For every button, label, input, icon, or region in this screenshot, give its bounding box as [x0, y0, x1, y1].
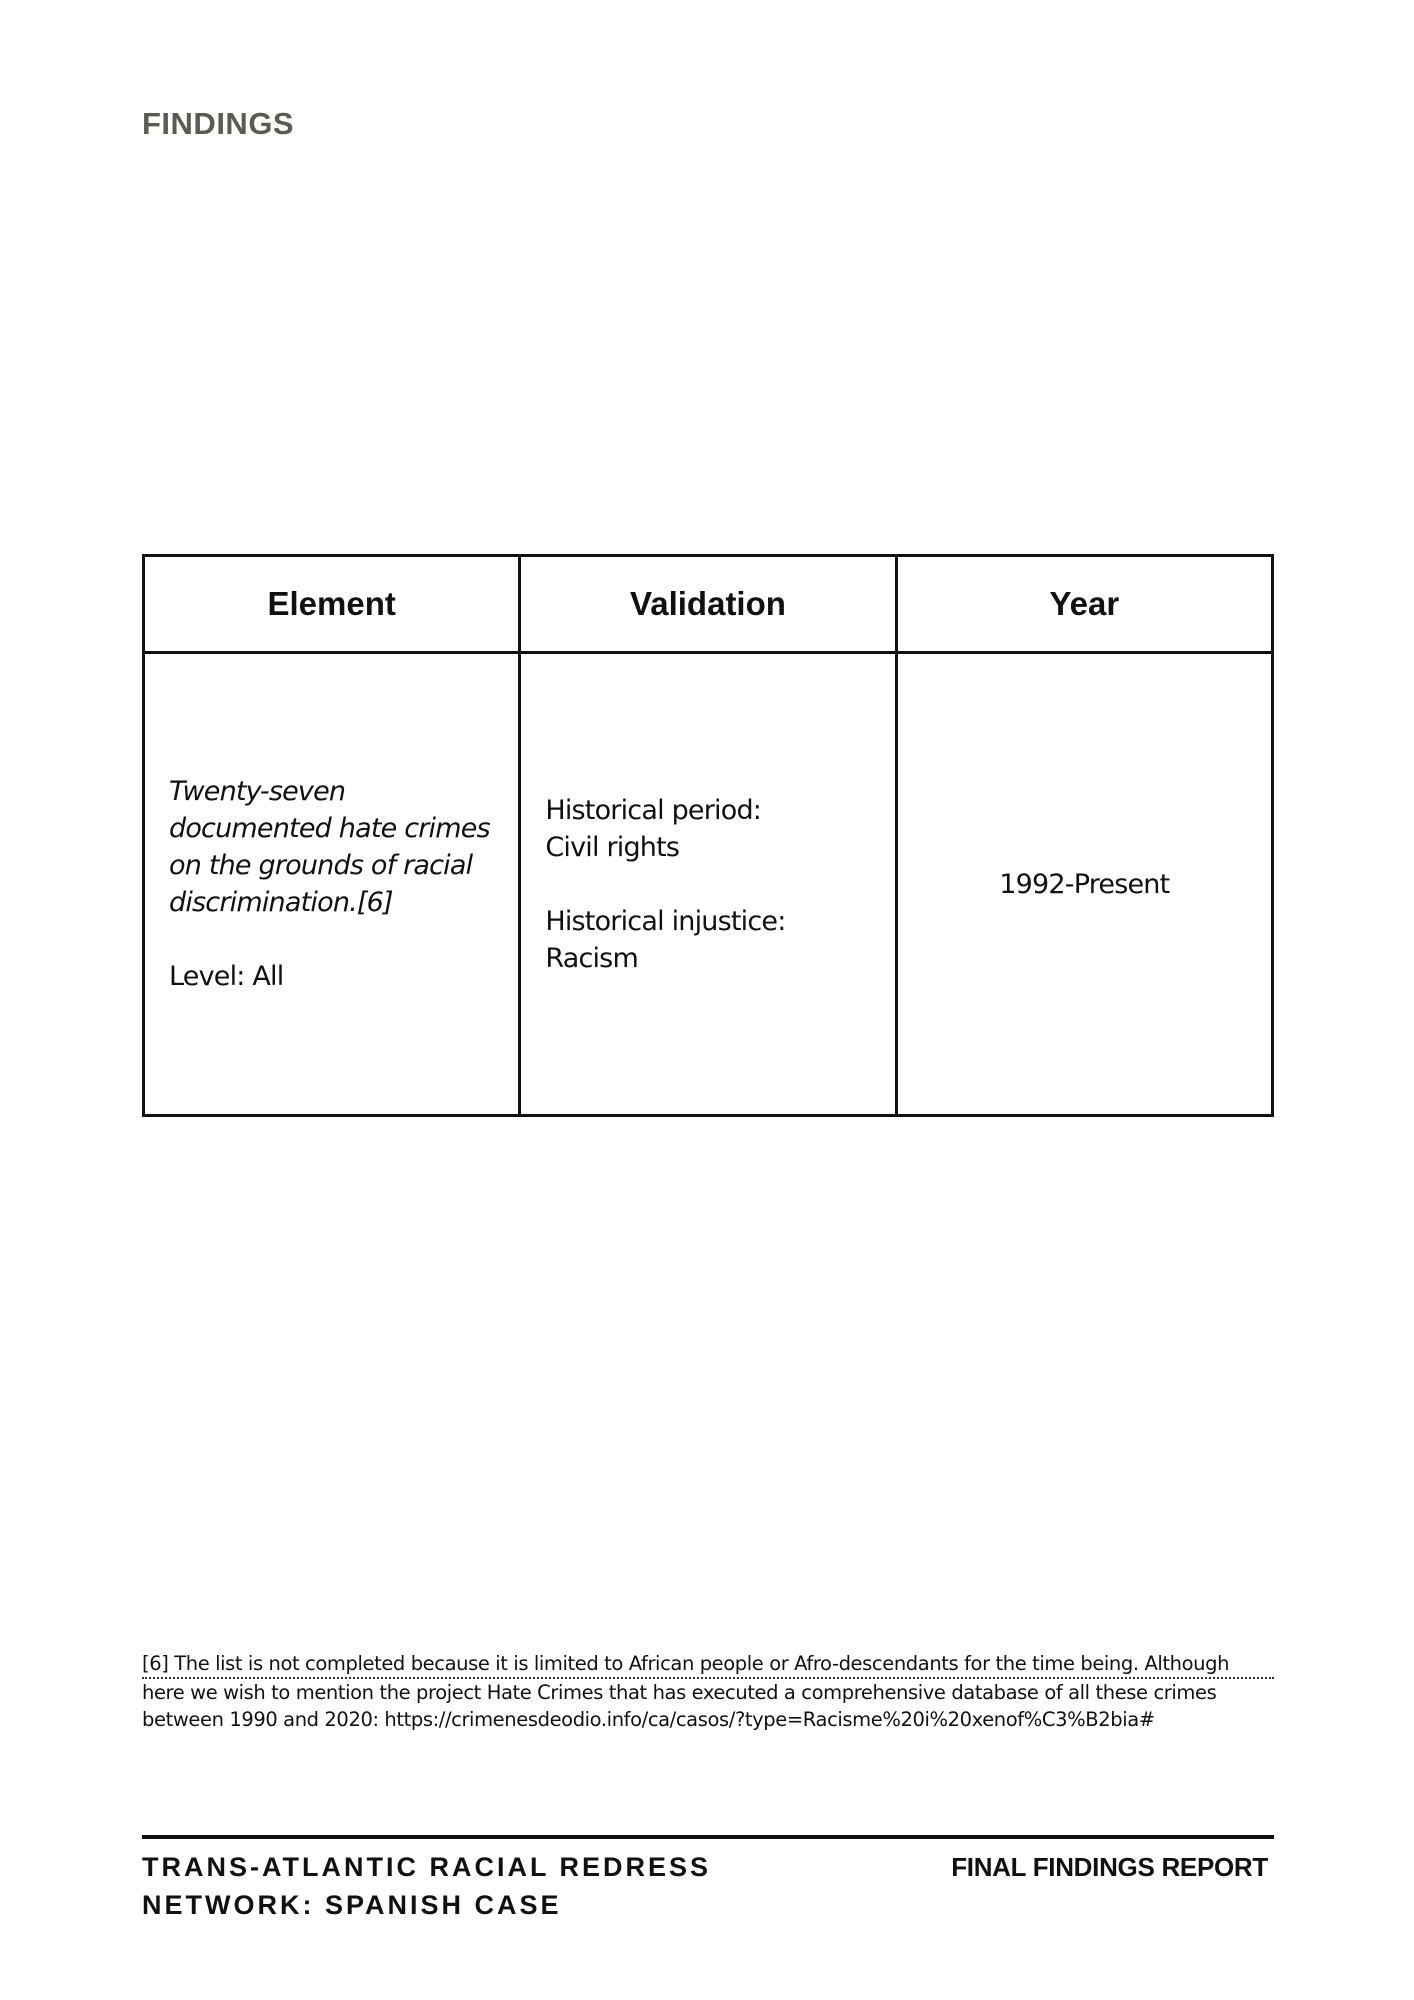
footer-divider: [142, 1835, 1274, 1839]
column-header-validation: Validation: [520, 556, 896, 653]
column-header-element: Element: [144, 556, 520, 653]
section-title: FINDINGS: [142, 106, 295, 141]
column-header-year: Year: [896, 556, 1272, 653]
footer-org-line-1: TRANS-ATLANTIC RACIAL REDRESS: [142, 1852, 711, 1882]
year-cell: [896, 653, 1272, 1116]
historical-period-label: Historical period:: [545, 794, 762, 826]
footer-report-title: FINAL FINDINGS REPORT: [951, 1852, 1268, 1882]
findings-table: [142, 554, 1274, 1117]
historical-period-value: Civil rights: [545, 831, 680, 863]
historical-injustice-value: Racism: [545, 942, 638, 974]
historical-injustice-label: Historical injustice:: [545, 905, 786, 937]
footnote: [142, 1650, 1274, 1733]
footer-org-line-2: NETWORK: SPANISH CASE: [142, 1890, 562, 1920]
validation-cell: [520, 653, 896, 1116]
element-description: Twenty-seven documented hate crimes on the grounds of racial discrimination.[6]: [169, 776, 490, 918]
table-header-row: [144, 556, 1273, 653]
year-value: 1992-Present: [999, 868, 1170, 900]
footnote-first-line: [6] The list is not completed because it is limited to African people or Afro-descendants for the time being. Although: [142, 1650, 1274, 1679]
footer-organization: [142, 1848, 711, 1924]
element-level: Level: All: [169, 961, 284, 992]
footnote-continuation: here we wish to mention the project Hate Crimes that has executed a comprehensive database of all these crimes between 1990 and 2020: https://crimenesdeodio.info/ca/casos/?type=Racisme%20i%20xenof%C3%B2bia#: [142, 1681, 1217, 1731]
element-cell: [144, 653, 520, 1116]
table-row: [144, 653, 1273, 1116]
